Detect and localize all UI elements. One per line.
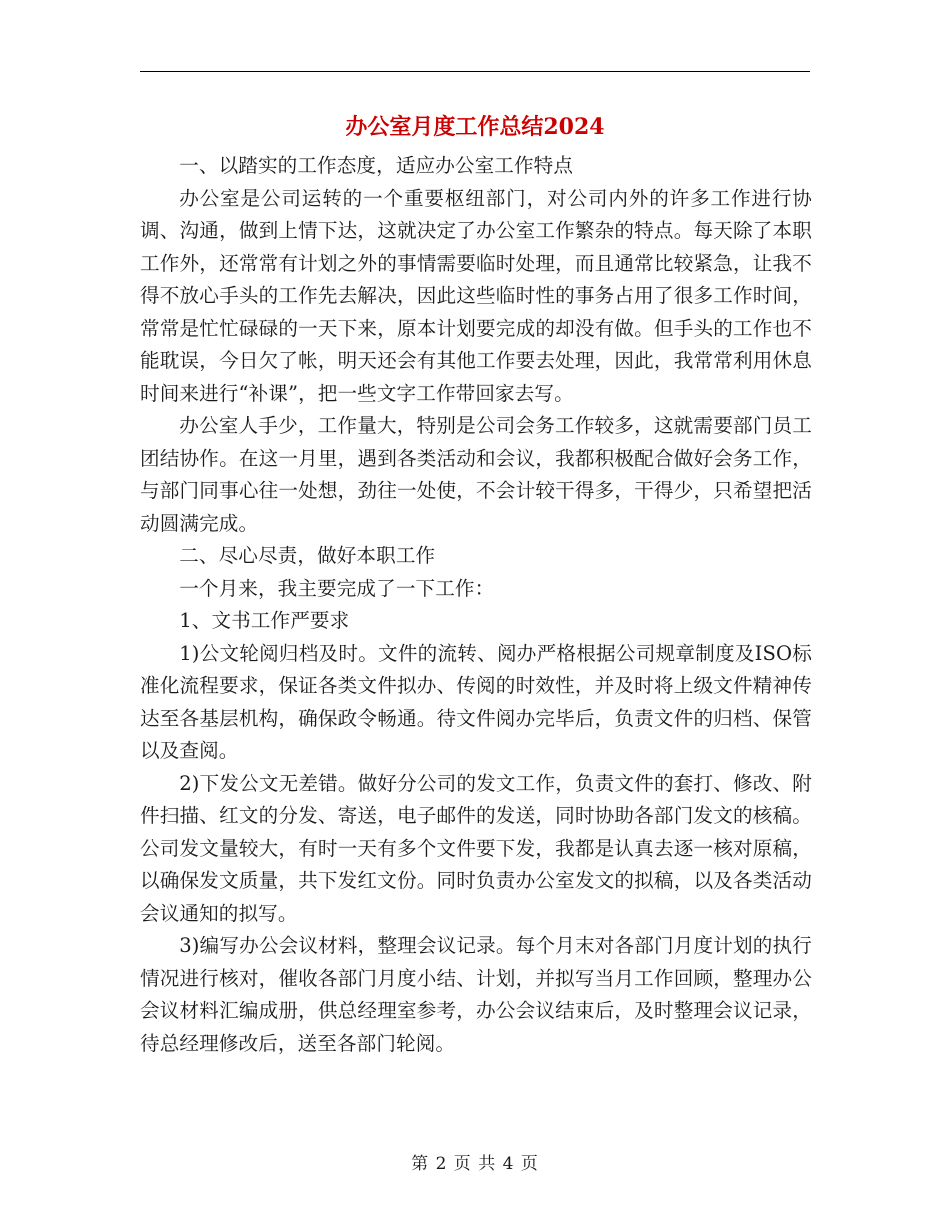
body-paragraph: 1)公文轮阅归档及时。文件的流转、阅办严格根据公司规章制度及ISO标准化流程要求，保证各类文件拟办、传阅的时效性，并及时将上级文件精神传达至各基层机构，确保政令畅通。待文件阅办完毕后，负责文件的归档、保管以及查阅。 (140, 641, 812, 762)
document-body (140, 150, 812, 1060)
body-paragraph: 办公室是公司运转的一个重要枢纽部门，对公司内外的许多工作进行协调、沟通，做到上情下达，这就决定了办公室工作繁杂的特点。每天除了本职工作外，还常常有计划之外的事情需要临时处理，而且通常比较紧急，让我不得不放心手头的工作先去解决，因此这些临时性的事务占用了很多工作时间，常常是忙忙碌碌的一天下来，原本计划要完成的却没有做。但手头的工作也不能耽误，今日欠了帐，明天还会有其他工作要去处理，因此，我常常利用休息时间来进行“补课”，把一些文字工作带回家去写。 (140, 186, 812, 405)
page-number: 第 2 页 共 4 页 (411, 1154, 539, 1174)
body-paragraph: 3)编写办公会议材料，整理会议记录。每个月末对各部门月度计划的执行情况进行核对，催收各部门月度小结、计划，并拟写当月工作回顾，整理办公会议材料汇编成册，供总经理室参考，办公会议结束后，及时整理会议记录，待总经理修改后，送至各部门轮阅。 (140, 934, 812, 1055)
document-title: 办公室月度工作总结2024 (345, 114, 605, 140)
section-heading-1: 一、以踏实的工作态度，适应办公室工作特点 (179, 154, 574, 177)
header-rule (140, 71, 810, 72)
section-heading-2: 二、尽心尽责，做好本职工作 (179, 544, 436, 567)
subsection-heading: 1、文书工作严要求 (179, 609, 350, 632)
body-paragraph: 办公室人手少，工作量大，特别是公司会务工作较多，这就需要部门员工团结协作。在这一月里，遇到各类活动和会议，我都积极配合做好会务工作，与部门同事心往一处想，劲往一处使，不会计较干得多，干得少，只希望把活动圆满完成。 (140, 414, 812, 535)
body-paragraph: 一个月来，我主要完成了一下工作： (179, 576, 495, 600)
body-paragraph: 2)下发公文无差错。做好分公司的发文工作，负责文件的套打、修改、附件扫描、红文的分发、寄送，电子邮件的发送，同时协助各部门发文的核稿。公司发文量较大，有时一天有多个文件要下发，我都是认真去逐一核对原稿，以确保发文质量，共下发红文份。同时负责办公室发文的拟稿，以及各类活动会议通知的拟写。 (140, 771, 812, 925)
